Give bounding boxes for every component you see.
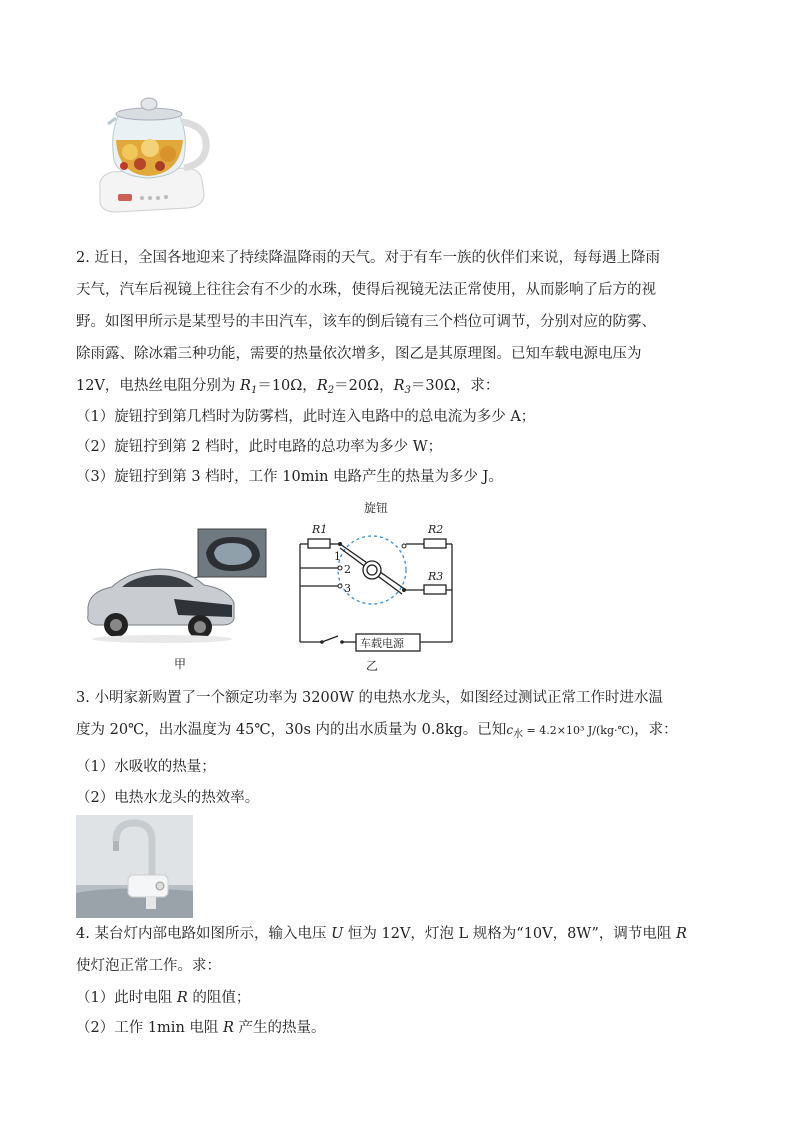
figure-label-jia: 甲 <box>174 657 187 671</box>
r2-label: R2 <box>428 523 444 536</box>
car-figure <box>82 525 272 675</box>
q2-line-1: 2. 近日，全国各地迎来了持续降温降雨的天气。对于有车一族的伙伴们来说，每每遇上降雨 <box>76 250 660 266</box>
q4-line-1: 4. 某台灯内部电路如图所示，输入电压 U 恒为 12V，灯泡 L 规格为“10V，8W”，调节电阻 R <box>76 926 687 942</box>
q3-question-2: （2）电热水龙头的热效率。 <box>76 790 260 806</box>
q3-question-1: （1）水吸收的热量； <box>76 759 216 775</box>
position-3-label: 3 <box>344 582 351 595</box>
q2-line-2: 天气，汽车后视镜上往往会有不少的水珠，使得后视镜无法正常使用，从而影响了后方的视 <box>76 282 656 298</box>
power-source-label: 车载电源 <box>360 637 404 650</box>
q2-line-3: 野。如图甲所示是某型号的丰田汽车，该车的倒后镜有三个档位可调节，分别对应的防雾、 <box>76 314 656 330</box>
r3-label: R3 <box>428 570 444 583</box>
position-2-label: 2 <box>344 563 351 576</box>
q2-question-1: （1）旋钮拧到第几档时为防雾档，此时连入电路中的总电流为多少 A； <box>76 409 536 425</box>
q4-question-2: （2）工作 1min 电阻 R 产生的热量。 <box>76 1020 326 1036</box>
faucet-image <box>76 815 193 918</box>
figure-label-yi: 乙 <box>366 659 379 673</box>
q4-line-2: 使灯泡正常工作。求： <box>76 958 221 974</box>
q2-question-3: （3）旋钮拧到第 3 档时，工作 10min 电路产生的热量为多少 J。 <box>76 469 503 485</box>
q2-line-4: 除雨露、除冰霜三种功能，需要的热量依次增多，图乙是其原理图。已知车载电源电压为 <box>76 346 642 362</box>
r1-label: R1 <box>312 523 328 536</box>
q4-question-1: （1）此时电阻 R 的阻值； <box>76 990 251 1006</box>
position-1-label: 1 <box>334 550 341 563</box>
q3-line-2: 度为 20℃，出水温度为 45℃，30s 内的出水质量为 0.8kg。已知$c_水 = 4.2\times 10^3$ J/(kg·℃)，求： <box>76 722 678 740</box>
q2-question-2: （2）旋钮拧到第 2 档时，此时电路的总功率为多少 W； <box>76 439 443 455</box>
circuit-figure <box>294 498 462 678</box>
q2-line-5: 12V，电热丝电阻分别为 $R_1=10\Omega$，$R_2=20\Omega$，$R_3=30\Omega$，求： <box>76 378 500 396</box>
q3-line-1: 3. 小明家新购置了一个额定功率为 3200W 的电热水龙头，如图经过测试正常工作时进水温 <box>76 690 663 706</box>
kettle-image <box>88 90 214 220</box>
knob-label: 旋钮 <box>364 501 389 515</box>
